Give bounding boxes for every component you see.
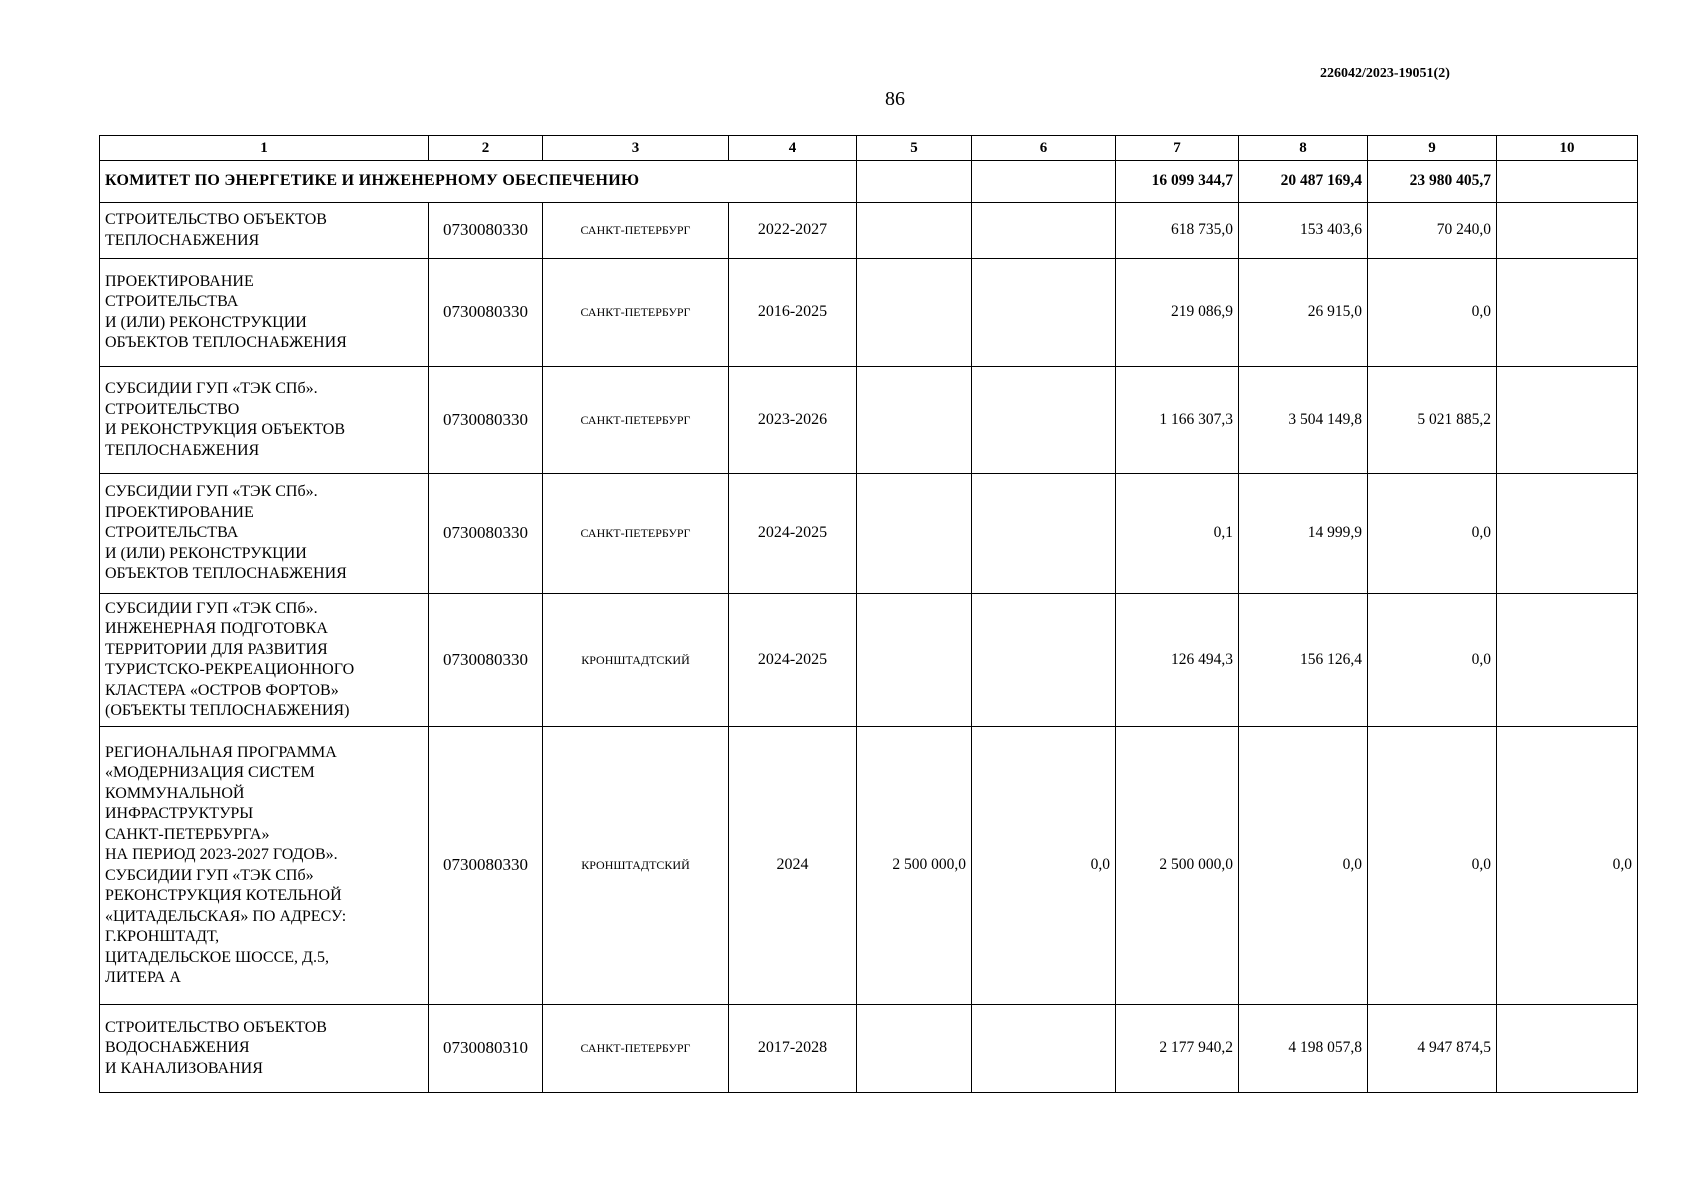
- table-row: [100, 203, 1638, 259]
- row-period: 2017-2028: [729, 1005, 857, 1093]
- row-code: 0730080330: [429, 367, 543, 474]
- row-period: 2016-2025: [729, 259, 857, 367]
- document-number: 226042/2023-19051(2): [1320, 66, 1450, 81]
- table-cell: [1497, 161, 1638, 203]
- row-name: [100, 474, 429, 594]
- organization-row: [100, 161, 1638, 203]
- row-name-line: ИНФРАСТРУКТУРЫ: [105, 805, 254, 822]
- row-name-line: «МОДЕРНИЗАЦИЯ СИСТЕМ: [105, 764, 315, 781]
- row-col5: 2 500 000,0: [857, 727, 972, 1005]
- budget-table: [99, 135, 1638, 1093]
- row-col8: 14 999,9: [1239, 474, 1368, 594]
- row-name-line: СТРОИТЕЛЬСТВО ОБЪЕКТОВ: [105, 1018, 327, 1036]
- row-name-line: ПРОЕКТИРОВАНИЕ: [105, 272, 254, 290]
- row-name-line: СУБСИДИИ ГУП «ТЭК СПб».: [105, 483, 318, 501]
- row-col7: 1 166 307,3: [1116, 367, 1239, 474]
- row-col10: [1497, 367, 1638, 474]
- table-row: [100, 1005, 1638, 1093]
- row-code: 0730080330: [429, 474, 543, 594]
- column-number: 2: [429, 136, 543, 161]
- row-code: 0730080330: [429, 259, 543, 367]
- column-number: 8: [1239, 136, 1368, 161]
- row-code: 0730080330: [429, 594, 543, 727]
- organization-total-col8: 20 487 169,4: [1239, 161, 1368, 203]
- row-name-line: ОБЪЕКТОВ ТЕПЛОСНАБЖЕНИЯ: [105, 334, 347, 351]
- row-col7: 618 735,0: [1116, 203, 1239, 259]
- column-number-row: [100, 136, 1638, 161]
- row-name-line: РЕГИОНАЛЬНАЯ ПРОГРАММА: [105, 743, 337, 761]
- organization-total-col7: 16 099 344,7: [1116, 161, 1239, 203]
- row-code: 0730080330: [429, 203, 543, 259]
- row-name-line: СУБСИДИИ ГУП «ТЭК СПб».: [105, 380, 318, 397]
- row-name: [100, 727, 429, 1005]
- table-cell: [857, 161, 972, 203]
- row-name: [100, 259, 429, 367]
- row-name-line: И (ИЛИ) РЕКОНСТРУКЦИИ: [105, 313, 307, 331]
- row-name-line: ТЕПЛОСНАБЖЕНИЯ: [105, 441, 260, 459]
- row-col5: [857, 367, 972, 474]
- row-code: 0730080310: [429, 1005, 543, 1093]
- row-col8: 156 126,4: [1239, 594, 1368, 727]
- column-number: 5: [857, 136, 972, 161]
- row-col8: 153 403,6: [1239, 203, 1368, 259]
- row-code: 0730080330: [429, 727, 543, 1005]
- column-number: 6: [972, 136, 1116, 161]
- row-col9: 0,0: [1368, 474, 1497, 594]
- row-name-line: ВОДОСНАБЖЕНИЯ: [105, 1039, 250, 1057]
- row-name-line: ОБЪЕКТОВ ТЕПЛОСНАБЖЕНИЯ: [105, 565, 347, 583]
- row-name-line: (ОБЪЕКТЫ ТЕПЛОСНАБЖЕНИЯ): [105, 702, 350, 719]
- row-period: 2023-2026: [729, 367, 857, 474]
- row-col10: [1497, 474, 1638, 594]
- row-name: [100, 1005, 429, 1093]
- row-name-line: КЛАСТЕРА «ОСТРОВ ФОРТОВ»: [105, 681, 339, 699]
- row-col7: 0,1: [1116, 474, 1239, 594]
- row-district: САНКТ-ПЕТЕРБУРГ: [543, 474, 729, 594]
- row-col8: 4 198 057,8: [1239, 1005, 1368, 1093]
- row-name-line: Г.КРОНШТАДТ,: [105, 928, 220, 945]
- row-col8: 26 915,0: [1239, 259, 1368, 367]
- row-name-line: КОММУНАЛЬНОЙ: [105, 784, 245, 802]
- row-col7: 219 086,9: [1116, 259, 1239, 367]
- row-name-line: ТУРИСТСКО-РЕКРЕАЦИОННОГО: [105, 661, 355, 678]
- row-col5: [857, 474, 972, 594]
- row-period: 2024-2025: [729, 474, 857, 594]
- organization-total-col9: 23 980 405,7: [1368, 161, 1497, 203]
- row-col5: [857, 259, 972, 367]
- row-period: 2024-2025: [729, 594, 857, 727]
- row-district: САНКТ-ПЕТЕРБУРГ: [543, 367, 729, 474]
- row-col6: [972, 367, 1116, 474]
- row-col7: 126 494,3: [1116, 594, 1239, 727]
- row-name-line: СТРОИТЕЛЬСТВА: [105, 524, 239, 542]
- table-row: [100, 474, 1638, 594]
- page-number: 86: [885, 88, 905, 110]
- row-district: КРОНШТАДТСКИЙ: [543, 727, 729, 1005]
- column-number: 3: [543, 136, 729, 161]
- row-name-line: И РЕКОНСТРУКЦИЯ ОБЪЕКТОВ: [105, 421, 345, 438]
- table-row: [100, 367, 1638, 474]
- row-name-line: «ЦИТАДЕЛЬСКАЯ» ПО АДРЕСУ:: [105, 907, 347, 925]
- row-col8: 0,0: [1239, 727, 1368, 1005]
- row-district: КРОНШТАДТСКИЙ: [543, 594, 729, 727]
- row-district: САНКТ-ПЕТЕРБУРГ: [543, 203, 729, 259]
- row-name-line: ЦИТАДЕЛЬСКОЕ ШОССЕ, Д.5,: [105, 948, 329, 966]
- table-row: [100, 727, 1638, 1005]
- row-name-line: СТРОИТЕЛЬСТВО: [105, 400, 240, 418]
- row-col9: 0,0: [1368, 727, 1497, 1005]
- row-name-line: СУБСИДИИ ГУП «ТЭК СПб».: [105, 599, 318, 617]
- row-name: [100, 367, 429, 474]
- row-name-line: ИНЖЕНЕРНАЯ ПОДГОТОВКА: [105, 620, 328, 637]
- row-period: 2024: [729, 727, 857, 1005]
- row-col9: 4 947 874,5: [1368, 1005, 1497, 1093]
- table-row: [100, 259, 1638, 367]
- row-district: САНКТ-ПЕТЕРБУРГ: [543, 1005, 729, 1093]
- row-name-line: СУБСИДИИ ГУП «ТЭК СПб»: [105, 866, 314, 884]
- row-col5: [857, 203, 972, 259]
- row-name-line: САНКТ-ПЕТЕРБУРГА»: [105, 825, 270, 843]
- row-name: [100, 594, 429, 727]
- row-col9: 5 021 885,2: [1368, 367, 1497, 474]
- row-col6: [972, 1005, 1116, 1093]
- table-cell: [972, 161, 1116, 203]
- row-col10: [1497, 259, 1638, 367]
- row-col6: 0,0: [972, 727, 1116, 1005]
- row-col9: 0,0: [1368, 594, 1497, 727]
- row-name-line: НА ПЕРИОД 2023-2027 ГОДОВ».: [105, 846, 338, 863]
- column-number: 1: [100, 136, 429, 161]
- row-col5: [857, 1005, 972, 1093]
- row-period: 2022-2027: [729, 203, 857, 259]
- row-name-line: ПРОЕКТИРОВАНИЕ: [105, 503, 254, 521]
- row-name-line: ТЕРРИТОРИИ ДЛЯ РАЗВИТИЯ: [105, 640, 328, 658]
- row-name-line: ЛИТЕРА А: [105, 969, 181, 986]
- column-number: 7: [1116, 136, 1239, 161]
- column-number: 10: [1497, 136, 1638, 161]
- row-name-line: СТРОИТЕЛЬСТВА: [105, 293, 239, 310]
- column-number: 9: [1368, 136, 1497, 161]
- row-name-line: И (ИЛИ) РЕКОНСТРУКЦИИ: [105, 544, 307, 562]
- row-col7: 2 177 940,2: [1116, 1005, 1239, 1093]
- row-col8: 3 504 149,8: [1239, 367, 1368, 474]
- row-district: САНКТ-ПЕТЕРБУРГ: [543, 259, 729, 367]
- row-name-line: И КАНАЛИЗОВАНИЯ: [105, 1059, 263, 1077]
- row-col10: [1497, 1005, 1638, 1093]
- organization-name: КОМИТЕТ ПО ЭНЕРГЕТИКЕ И ИНЖЕНЕРНОМУ ОБЕСПЕЧЕНИЮ: [100, 161, 857, 203]
- row-col10: 0,0: [1497, 727, 1638, 1005]
- row-col9: 0,0: [1368, 259, 1497, 367]
- row-col6: [972, 203, 1116, 259]
- row-col7: 2 500 000,0: [1116, 727, 1239, 1005]
- row-col6: [972, 594, 1116, 727]
- row-col9: 70 240,0: [1368, 203, 1497, 259]
- row-name-line: СТРОИТЕЛЬСТВО ОБЪЕКТОВ: [105, 211, 327, 228]
- row-col6: [972, 259, 1116, 367]
- row-col10: [1497, 594, 1638, 727]
- row-col6: [972, 474, 1116, 594]
- row-name-line: РЕКОНСТРУКЦИЯ КОТЕЛЬНОЙ: [105, 887, 342, 904]
- row-col5: [857, 594, 972, 727]
- table-row: [100, 594, 1638, 727]
- column-number: 4: [729, 136, 857, 161]
- row-col10: [1497, 203, 1638, 259]
- row-name: [100, 203, 429, 259]
- row-name-line: ТЕПЛОСНАБЖЕНИЯ: [105, 231, 260, 249]
